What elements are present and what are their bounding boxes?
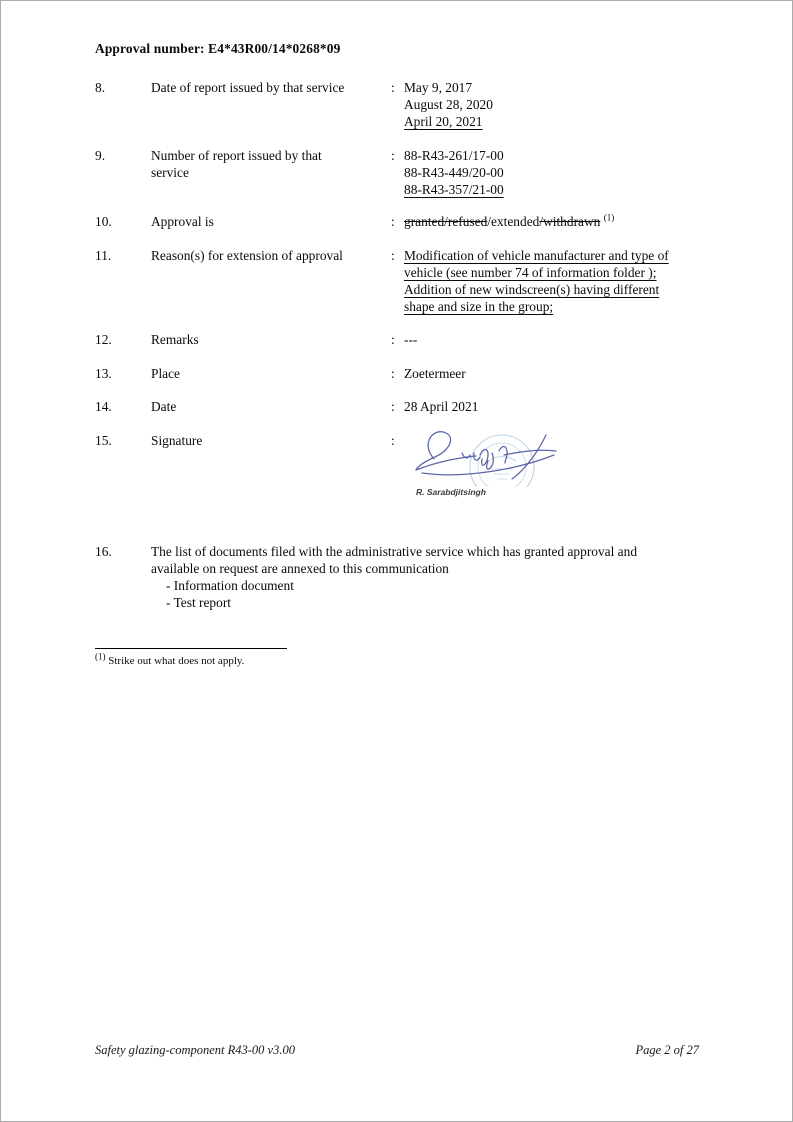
item-12-remarks [95,331,699,348]
item-value [404,247,699,315]
item-value: 28 April 2021 [404,399,479,414]
colon-separator: : [391,80,395,95]
signature-block [404,425,699,497]
item-label: Date of report issued by that service [151,80,345,95]
annexed-document-2: - Test report [166,595,232,610]
item-label: Date [151,399,177,414]
item-label: Reason(s) for extension of approval [151,248,343,263]
item-body [151,543,699,611]
page-footer [95,1042,699,1059]
colon-separator: : [391,148,395,163]
report-number-3: 88-R43-357/21-00 [404,182,504,197]
item-value: --- [404,332,418,347]
item-16-document-list [95,543,699,611]
item-value [404,432,699,497]
report-date-2: August 28, 2020 [404,97,493,112]
item-13-place [95,365,699,382]
item-number: 13. [95,366,112,381]
footer-document-id: Safety glazing-component R43-00 v3.00 [95,1043,295,1057]
item-label: Approval is [151,214,214,229]
report-number-1: 88-R43-261/17-00 [404,148,504,163]
item-number: 14. [95,399,112,414]
signature-image [404,425,574,487]
item-number: 11. [95,248,112,263]
signatory-name: R. Sarabdjitsingh [416,487,486,497]
item-value [404,213,699,230]
item-number: 10. [95,214,112,229]
colon-separator: : [391,433,395,448]
extension-reason-line4: shape and size in the group; [404,299,554,314]
item-value [404,147,699,198]
report-date-3: April 20, 2021 [404,114,483,129]
annexed-document-1: - Information document [166,578,294,593]
item-value: Zoetermeer [404,366,466,381]
item-number: 9. [95,148,106,163]
approval-number-label: Approval number: [95,41,205,56]
item-9-number-of-report [95,147,699,198]
item-label [151,147,391,181]
item-8-date-of-report [95,79,699,130]
colon-separator: : [391,332,395,347]
annexed-documents [151,577,699,611]
item-label: Remarks [151,332,199,347]
item-number: 12. [95,332,112,347]
extension-reason-line2: vehicle (see number 74 of information folder ); [404,265,657,280]
footnote-text: Strike out what does not apply. [108,655,245,667]
footer-page-number: Page 2 of 27 [635,1043,699,1057]
report-number-2: 88-R43-449/20-00 [404,165,504,180]
colon-separator: : [391,214,395,229]
extension-reason-line1: Modification of vehicle manufacturer and type of [404,248,669,263]
item-number: 8. [95,80,106,95]
item-number: 15. [95,433,112,448]
stamp-icon [470,435,534,487]
report-date-1: May 9, 2017 [404,80,473,95]
item-10-approval-is [95,213,699,230]
approval-number-value: E4*43R00/14*0268*09 [208,41,341,56]
item-label-line2: service [151,165,189,180]
approval-status-kept: /extended [487,214,540,229]
item-14-date [95,398,699,415]
item-15-signature [95,432,699,497]
approval-number [95,40,699,57]
document-list-line1: The list of documents filed with the administrative service which has granted approval and [151,544,638,559]
item-label-line1: Number of report issued by that [151,148,322,163]
item-label: Signature [151,433,203,448]
footnote-marker: (1) [95,651,106,662]
item-11-extension-reasons [95,247,699,315]
colon-separator: : [391,399,395,414]
footnote-divider [95,648,287,649]
item-value [404,79,699,130]
item-number: 16. [95,544,112,559]
document-list-line2: available on request are annexed to this communication [151,561,449,576]
footnote-reference: (1) [603,212,615,223]
item-label: Place [151,366,180,381]
colon-separator: : [391,248,395,263]
extension-reason-line3: Addition of new windscreen(s) having different [404,282,660,297]
approval-status-struck-2: /withdrawn [539,214,601,229]
footnote [95,651,699,668]
colon-separator: : [391,366,395,381]
approval-status-struck-1: granted/refused [404,214,488,229]
